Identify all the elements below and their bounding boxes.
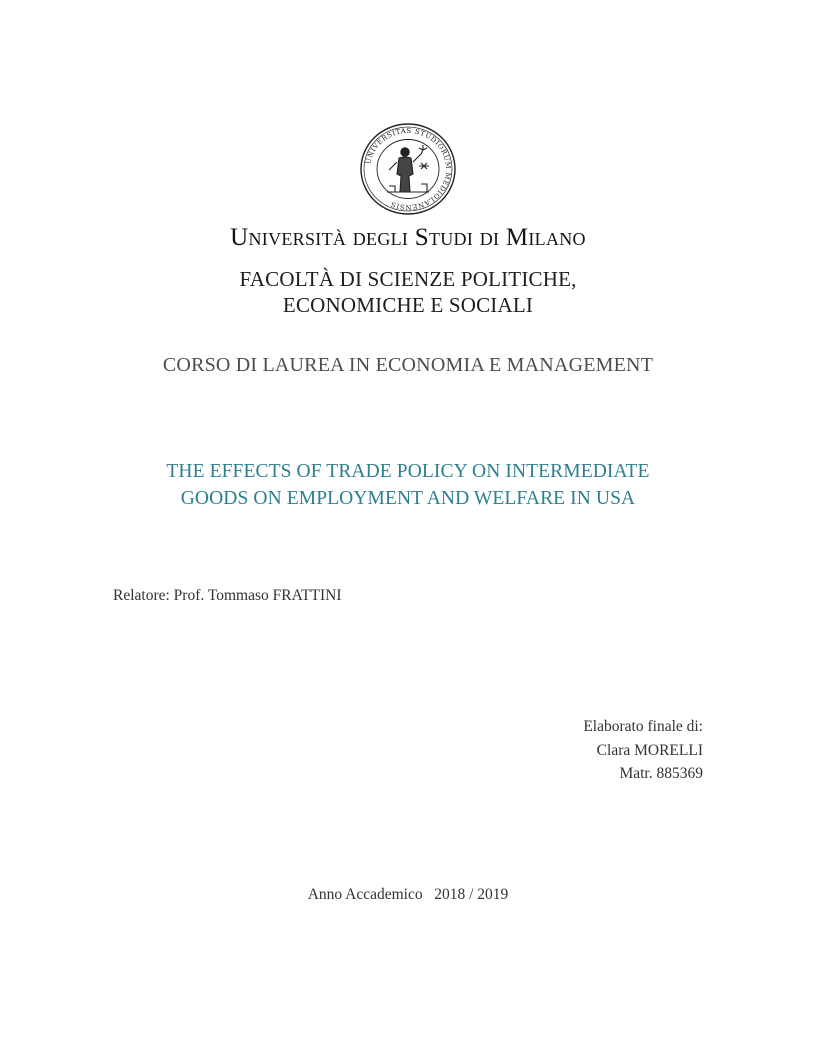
university-seal-icon [359,122,457,216]
university-name: Università degli Studi di Milano [230,224,586,251]
academic-year: Anno Accademico 2018 / 2019 [307,886,509,903]
course-name: CORSO DI LAUREA IN ECONOMIA E MANAGEMENT [162,354,654,376]
thesis-title-line-2: GOODS ON EMPLOYMENT AND WELFARE IN USA [180,488,636,509]
faculty-line-1: FACOLTÀ DI SCIENZE POLITICHE, [239,267,577,291]
seal-text: UNIVERSITAS STUDIORUM MEDIOLANENSIS [364,126,453,212]
faculty-name [0,266,816,318]
thesis-title [0,458,816,512]
author-matricola: Matr. 885369 [619,765,703,782]
university-seal [359,122,457,216]
thesis-title-line-1: THE EFFECTS OF TRADE POLICY ON INTERMEDIATE [166,461,650,482]
seal-figure [387,145,429,192]
author-name: Clara MORELLI [596,741,703,759]
supervisor: Relatore: Prof. Tommaso FRATTINI [113,587,342,604]
author-block [583,715,703,786]
faculty-line-2: ECONOMICHE E SOCIALI [282,293,534,317]
author-label: Elaborato finale di: [583,718,703,735]
